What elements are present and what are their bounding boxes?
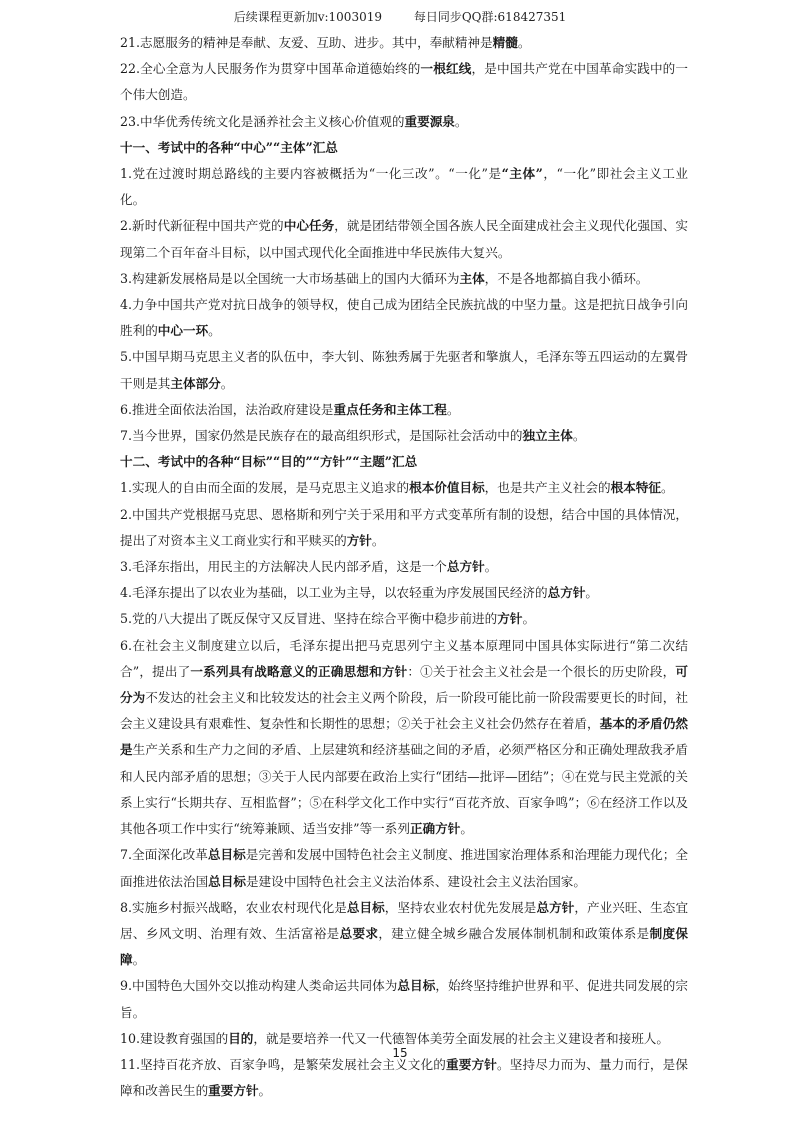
text-run: ，“一化”即社会主义工业化。 <box>120 166 688 208</box>
text-run: 。 <box>258 1083 272 1099</box>
text-run: 6.在社会主义制度建立以后，毛泽东提出把马克思列宁主义基本原理同中国具体实际进行“第二次结合”，提出了 <box>120 637 688 679</box>
text-run: 1.实现人的自由而全面的发展，是马克思主义追求的 <box>120 480 410 496</box>
emphasis-text: “主体” <box>501 166 543 182</box>
text-run: 2.中国共产党根据马克思、恩格斯和列宁关于采用和平方式变革所有制的设想，结合中国的具体情况，提出了对资本主义工商业实行和平赎买的 <box>120 506 688 548</box>
text-run: ，建立健全城乡融合发展体制机制和政策体系是 <box>378 925 650 941</box>
text-run: 5.党的八大提出了既反保守又反冒进、坚持在综合平衡中稳步前进的 <box>120 611 498 627</box>
text-run: 。 <box>208 323 221 339</box>
text-run: 。 <box>522 611 536 627</box>
emphasis-text: 重要源泉 <box>404 113 455 129</box>
emphasis-text: 可分为 <box>120 663 688 706</box>
text-run: 是完善和发展中国特色社会主义制度、推进国家治理体系和治理能力现代化；全面推进依法治国 <box>120 847 689 889</box>
emphasis-text: 一根红线 <box>420 61 472 77</box>
emphasis-text: 中心任务 <box>283 218 335 234</box>
text-run: 7.当今世界，国家仍然是民族存在的最高组织形式，是国际社会活动中的 <box>120 428 523 444</box>
emphasis-text: 制度保障 <box>120 925 689 968</box>
text-run: 不发达的社会主义和比较发达的社会主义两个阶段，后一阶段可能比前一阶段需要更长的时间，社会主义建设具有艰难性、复杂性和长期性的思想；②关于社会主义社会仍然存在着盾， <box>120 690 689 732</box>
paragraph <box>120 109 688 135</box>
paragraph <box>120 56 688 108</box>
emphasis-text: 主体部分 <box>170 375 221 391</box>
emphasis-text: 方针 <box>346 532 372 548</box>
emphasis-text: 总要求 <box>339 925 379 941</box>
emphasis-text: 方针 <box>497 611 523 627</box>
document-body <box>120 30 688 1104</box>
paragraph <box>120 606 688 632</box>
text-run: ，不是各地都搞自我小循环。 <box>484 270 649 286</box>
emphasis-text: 总目标 <box>346 899 385 915</box>
emphasis-text: 总方针 <box>547 585 586 601</box>
emphasis-text: 主体 <box>459 270 485 286</box>
emphasis-text: 总方针 <box>446 559 485 575</box>
text-run: 。 <box>517 35 531 50</box>
emphasis-text: 总目标 <box>397 978 436 994</box>
emphasis-text: 十一、考试中的各种“中心”“主体”汇总 <box>120 139 338 155</box>
paragraph <box>120 580 688 606</box>
page-number: 15 <box>392 1046 408 1060</box>
emphasis-text: 重要方针 <box>208 1083 259 1099</box>
paragraph <box>120 502 688 554</box>
emphasis-text: 总目标 <box>208 873 246 889</box>
text-run: 3.构建新发展格局是以全国统一大市场基础上的国内大循环为 <box>120 270 460 286</box>
text-run: 。 <box>460 821 473 837</box>
text-run: 22.全心全意为人民服务作为贯穿中国革命道德始终的 <box>120 61 421 77</box>
text-run: 。 <box>484 559 498 575</box>
text-run: 7.全面深化改革 <box>120 847 208 863</box>
text-run: 4.毛泽东提出了以农业为基础，以工业为主导，以农轻重为序发展国民经济的 <box>120 585 548 601</box>
text-run: 9.中国特色大国外交以推动构建人类命运共同体为 <box>120 978 398 994</box>
emphasis-text: 独立主体 <box>522 428 573 444</box>
emphasis-text: 目的 <box>228 1030 254 1046</box>
text-run: 。 <box>660 480 674 496</box>
text-run: 5.中国早期马克思主义者的队伍中，李大钊、陈独秀属于先驱者和擎旗人，毛泽东等五四运动的左翼骨干则是其 <box>120 349 688 391</box>
text-run: 2.新时代新征程中国共产党的 <box>120 218 284 234</box>
text-run: 。 <box>220 375 234 391</box>
text-run: ，始终坚持维护世界和平、促进共同发展的宗旨。 <box>120 978 689 1020</box>
emphasis-text: 中心一环 <box>157 323 209 339</box>
text-run: 21.志愿服务的精神是奉献、友爱、互助、进步。其中，奉献精神是 <box>120 35 493 50</box>
paragraph <box>120 161 688 213</box>
text-run: 3.毛泽东指出，用民主的方法解决人民内部矛盾，这是一个 <box>120 559 447 575</box>
emphasis-text: 重点任务和主体工程 <box>333 401 447 417</box>
paragraph <box>120 213 688 265</box>
paragraph <box>120 973 688 1025</box>
emphasis-text: 重要方针 <box>446 1056 498 1072</box>
section-heading <box>120 449 688 475</box>
emphasis-text: 十二、考试中的各种“目标”“目的”“方针”“主题”汇总 <box>120 454 418 470</box>
text-run: 6.推进全面依法治国，法治政府建设是 <box>120 401 334 417</box>
text-run: 4.力争中国共产党对抗日战争的领导权，使自己成为团结全民族抗战的中坚力量。这是把抗日战争引向胜利的 <box>120 297 688 339</box>
text-run: 。 <box>132 952 146 968</box>
header-wechat-text: 后续课程更新加v:1003019 <box>233 10 382 24</box>
paragraph <box>120 475 688 501</box>
paragraph <box>120 344 688 396</box>
text-run: ，是中国共产党在中国革命实践中的一个伟大创造。 <box>120 61 689 103</box>
paragraph <box>120 895 688 974</box>
text-run: ：①关于社会主义社会是一个很长的历史阶段， <box>407 663 676 679</box>
paragraph <box>120 266 688 292</box>
text-run: 。 <box>454 113 468 129</box>
paragraph <box>120 842 688 894</box>
text-run: ，就是要培养一代又一代德智体美劳全面发展的社会主义建设者和接班人。 <box>253 1030 669 1046</box>
text-run: 。 <box>371 532 385 548</box>
emphasis-text: 基本的矛盾仍然是 <box>120 716 689 758</box>
emphasis-text: 根本特征 <box>610 480 661 496</box>
emphasis-text: 总目标 <box>207 847 246 863</box>
section-heading <box>120 135 688 161</box>
emphasis-text: 根本价值目标 <box>409 480 485 496</box>
text-run: 10.建设教育强国的 <box>120 1030 229 1046</box>
text-run: 1.党在过渡时期总路线的主要内容被概括为“一化三改”。“一化”是 <box>120 166 502 182</box>
text-run: ，也是共产主义社会的 <box>484 480 611 496</box>
emphasis-text: 总方针 <box>536 899 575 915</box>
text-run: 11.坚持百花齐放、百家争鸣，是繁荣发展社会主义文化的 <box>120 1056 447 1072</box>
paragraph <box>120 292 688 344</box>
header-qq-text: 每日同步QQ群:618427351 <box>413 10 567 24</box>
emphasis-text: 正确方针 <box>409 821 461 837</box>
text-run: 23.中华优秀传统文化是涵养社会主义核心价值观的 <box>120 113 405 129</box>
paragraph <box>120 633 688 843</box>
text-run: 是建设中国特色社会主义法治体系、建设社会主义法治国家。 <box>245 873 586 889</box>
paragraph <box>120 554 688 580</box>
emphasis-text: 精髓 <box>492 35 518 50</box>
emphasis-text: 一系列具有战略意义的正确思想和方针 <box>190 663 408 679</box>
text-run: 生产关系和生产力之间的矛盾、上层建筑和经济基础之间的矛盾，必须严格区分和正确处理敌我矛盾和人民内部矛盾的思想；③关于人民内部要在政治上实行“团结—批评—团结”；④在党与民主党派的关系上实行“长期共存、互相监督”；⑤在科学文化工作中实行“百花齐放、百家争鸣”；⑥在经济工作以及其他各项工作中实行“统筹兼顾、适当安排”等一系列 <box>120 742 689 837</box>
text-run: 。坚持尽力而为、量力而行，是保障和改善民生的 <box>120 1056 689 1099</box>
paragraph <box>120 397 688 423</box>
text-run: 8.实施乡村振兴战略，农业农村现代化是 <box>120 899 347 915</box>
text-run: ，就是团结带领全国各族人民全面建成社会主义现代化强国、实现第二个百年奋斗目标，以中国式现代化全面推进中华民族伟大复兴。 <box>120 218 688 260</box>
page-header <box>0 8 800 25</box>
paragraph <box>120 423 688 449</box>
paragraph <box>120 30 688 56</box>
text-run: 。 <box>572 428 586 444</box>
text-run: ，产业兴旺、生态宜居、乡风文明、治理有效、生活富裕是 <box>120 899 689 941</box>
text-run: 。 <box>585 585 598 601</box>
text-run: 。 <box>446 401 460 417</box>
text-run: ，坚持农业农村优先发展是 <box>384 899 537 915</box>
